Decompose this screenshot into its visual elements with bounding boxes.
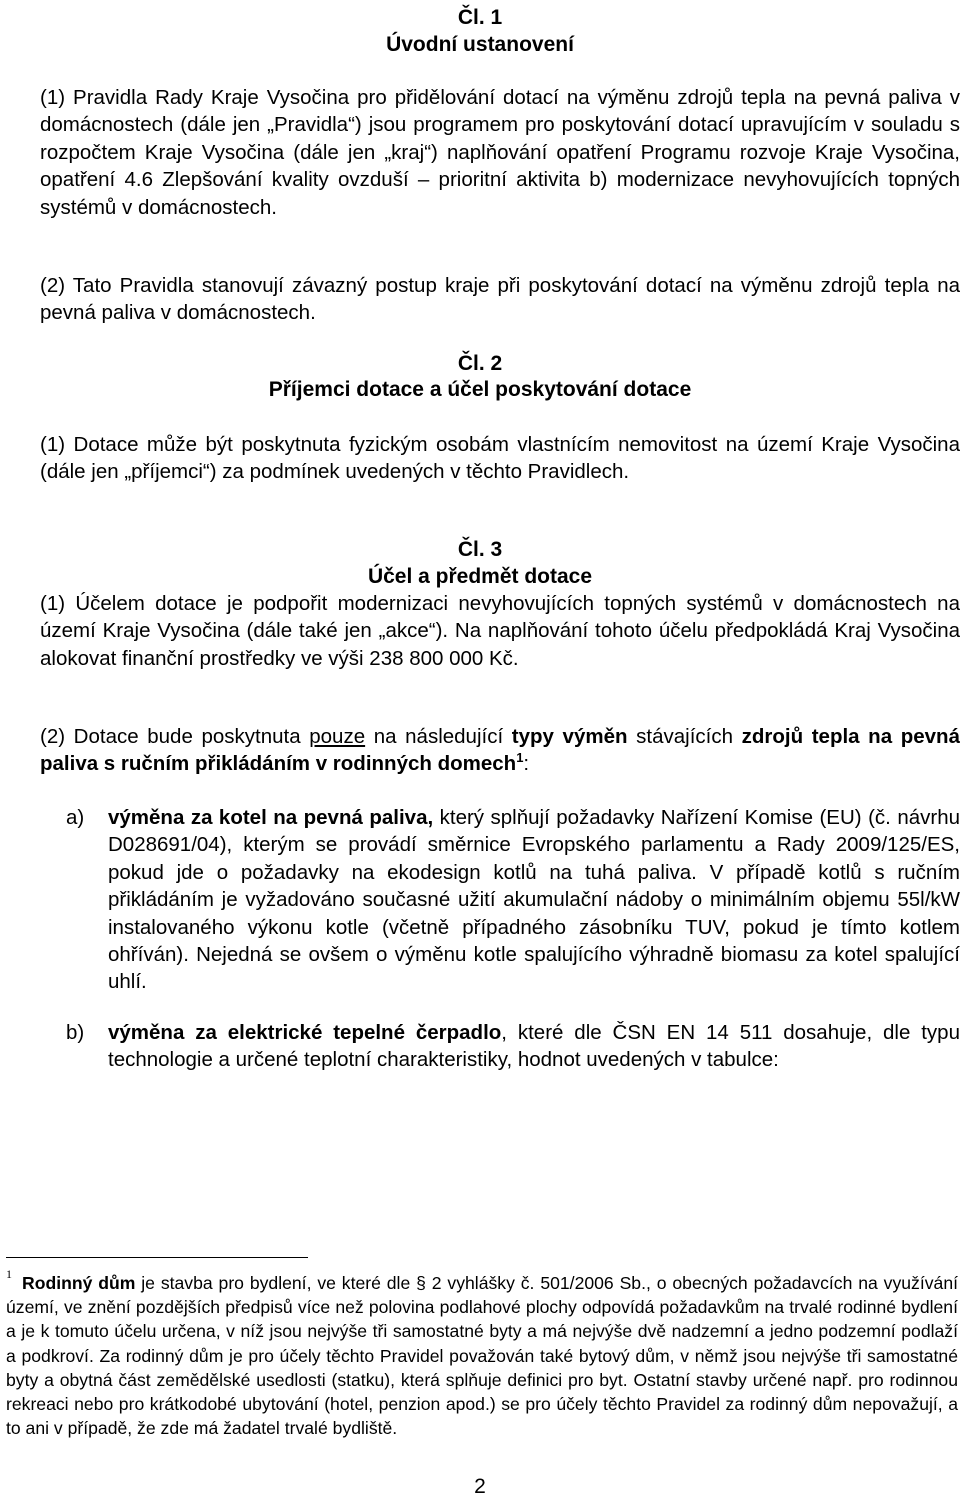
article-1-paragraph-2: (2) Tato Pravidla stanovují závazný postup kraje při poskytování dotací na výměnu zdrojů tepla na pevná paliva v domácnostech. [40,274,960,325]
list-item-b [66,1019,960,1074]
footnote-mark: 1 [6,1267,12,1282]
p2-bold-zdroju-tepla: zdrojů tepla na pevná paliva s ručním přikládáním v rodinných domech [40,725,960,776]
page-number: 2 [474,1475,486,1498]
article-1-number: Čl. 1 [457,6,503,29]
article-2-title: Příjemci dotace a účel poskytování dotace [268,378,692,401]
article-2-number: Čl. 2 [457,352,503,375]
article-1-title: Úvodní ustanovení [386,33,574,56]
p2-underlined-pouze: pouze [309,725,366,748]
footnote-reference[interactable]: 1 [516,750,524,766]
article-2-paragraph-1: (1) Dotace může být poskytnuta fyzickým osobám vlastnícím nemovitost na území Kraje Vysočina (dále jen „příjemci“) za podmínek uvedených v těchto Pravidlech. [40,433,960,484]
p2-text-1: (2) Dotace bude poskytnuta [40,725,310,748]
article-3-title: Účel a předmět dotace [367,565,593,588]
list-marker-b: b) [66,1021,85,1044]
article-3-number: Čl. 3 [457,538,503,561]
article-3-paragraph-2 [40,723,960,778]
list-item-a-text: který splňují požadavky Nařízení Komise (EU) (č. návrhu D028691/04), kterým se provádí směrnice Evropského parlamentu a Rady 2009/125/ES, pokud jde o požadavky na ekodesign kotlů na tuhá paliva. V případě kotlů s ručním přikládáním je vyžadováno současné užití akumulační nádoby o minimálním objemu 55l/kW instalovaného výkonu kotle (včetně případného zásobníku TUV, pokud je tímto kotlem ohříván). Nejedná se ovšem o výměnu kotle spalujícího výhradně biomasu za kotel spalující uhlí. [108,806,960,994]
article-1-paragraph-1: (1) Pravidla Rady Kraje Vysočina pro přidělování dotací na výměnu zdrojů tepla na pevná paliva v domácnostech (dále jen „Pravidla“) jsou programem pro poskytování dotací upravujícím v souladu s rozpočtem Kraje Vysočina (dále jen „kraj“) naplňování opatření Programu rozvoje Kraje Vysočina, opatření 4.6 Zlepšování kvality ovzduší – prioritní aktivita b) modernizace nevyhovujících topných systémů v domácnostech. [40,86,960,219]
list-item-b-text: , které dle ČSN EN 14 511 dosahuje, dle typu technologie a určené teplotní charakteristiky, hodnot uvedených v tabulce: [108,1021,960,1072]
p2-bold-typy-vymen: typy výměn [511,725,628,748]
p2-text-4: : [523,752,530,776]
list-item-b-body [108,1019,960,1074]
list-marker-a: a) [66,806,85,829]
list-item-a [66,804,960,996]
p2-text-3: stávajících [627,725,742,748]
list-item-a-bold: výměna za kotel na pevná paliva, [108,806,434,829]
list-item-b-bold: výměna za elektrické tepelné čerpadlo [108,1021,502,1044]
footnote-separator [6,1257,308,1258]
footnote [6,1267,959,1440]
list-item-a-body [108,804,960,996]
footnote-term: Rodinný dům [22,1273,136,1293]
footnote-text: je stavba pro bydlení, ve které dle § 2 vyhlášky č. 501/2006 Sb., o obecných požadavcích na využívání území, ve znění pozdějších předpisů více než polovina podlahové plochy odpovídá požadavkům na trvalé rodinné bydlení a je k tomuto účelu určena, v níž jsou nejvýše tři samostatné byty a má nejvýše dvě nadzemní a jedno podzemní podlaží a podkroví. Za rodinný dům je pro účely těchto Pravidel považován také bytový dům, v němž jsou nejvýše tři samostatné byty a obytná část zemědělské usedlosti (statku), která splňuje definici pro byt. Ostatní stavby určené např. pro rodinnou rekreaci nebo pro krátkodobé ubytování (hotel, penzion apod.) se pro účely těchto Pravidel za rodinný dům nepovažují, a to ani v případě, že zde má žadatel trvalé bydliště. [6,1273,959,1439]
p2-text-2: na následující [365,725,512,748]
article-3-paragraph-1: (1) Účelem dotace je podpořit modernizaci nevyhovujících topných systémů v domácnostech na území Kraje Vysočina (dále také jen „akce“). Na naplňování tohoto účelu předpokládá Kraj Vysočina alokovat finanční prostředky ve výši 238 800 000 Kč. [40,592,960,670]
